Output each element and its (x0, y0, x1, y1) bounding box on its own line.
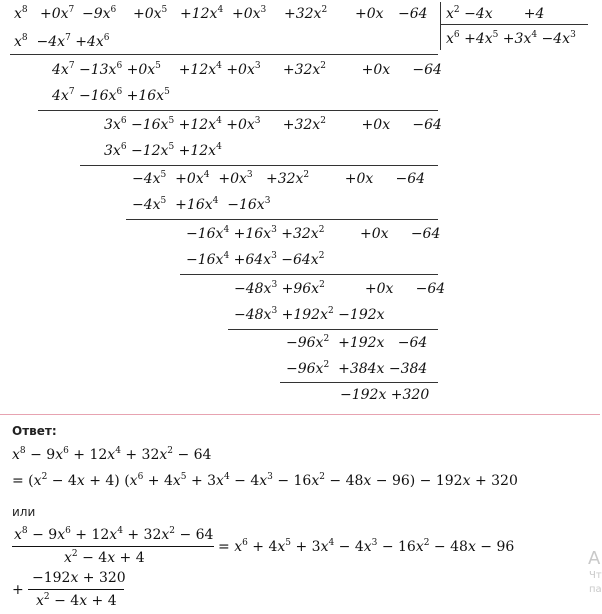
dividend-term: $+0x^7$ (40, 5, 75, 22)
remainder-row: $4x^7 -13x^6 +0x^5$ $+12x^4 +0x^3$ $+32x^2$ +0x −64 (52, 61, 442, 78)
subtrahend-row: $x^8 -4x^7 +4x^6$ (14, 33, 110, 50)
answer-line-1: $x^8 - 9x^6 + 12x^4 + 32x^2 - 64$ (12, 446, 212, 463)
watermark-text: па (589, 584, 602, 595)
subtrahend-row: $-48x^3 +192x^2 -192x$ (234, 306, 385, 323)
subtrahend-row: $-4x^5 +16x^4 -16x^3$ (132, 196, 271, 213)
watermark-letter: A (588, 548, 601, 569)
division-line (228, 329, 438, 330)
quotient: $x^6 +4x^5 +3x^4 -4x^3$ (446, 30, 576, 47)
fraction-2-numerator: −192x + 320 (32, 570, 126, 586)
divisor-bar (440, 2, 441, 50)
dividend-term: $x^8$ (14, 5, 28, 22)
division-line (180, 274, 438, 275)
final-remainder: −192x +320 (340, 387, 430, 403)
answer-label: Ответ: (12, 424, 57, 438)
dividend-term: $+32x^2$ (284, 5, 328, 22)
dividend-term: $-9x^6$ (82, 5, 117, 22)
division-line (10, 54, 438, 55)
subtrahend-row: $-96x^2 +384x -384$ (286, 360, 428, 377)
answer-line-2: = $(x^2 - 4x + 4) (x^6 + 4x^5 + 3x^4 - 4x^3 - 16x^2 - 48x - 96) - 192x + 320$ (12, 472, 518, 489)
dividend-term: $+0x^5$ (133, 5, 168, 22)
section-separator (0, 414, 600, 415)
subtrahend-row: $-16x^4 +64x^3 -64x^2$ (186, 251, 325, 268)
fraction-1-denominator: $x^2 - 4x + 4$ (64, 549, 145, 566)
fraction-1-bar (12, 546, 214, 547)
subtrahend-row: $3x^6 -12x^5 +12x^4$ (104, 142, 222, 159)
fraction-2-bar (28, 589, 124, 590)
division-line (80, 165, 438, 166)
quotient-line (440, 24, 588, 25)
watermark-text: Чт (589, 570, 602, 581)
subtrahend-row: $4x^7 -16x^6 +16x^5$ (52, 87, 170, 104)
dividend-term: $+0x^3$ (232, 5, 267, 22)
dividend-term: −64 (398, 6, 428, 22)
division-line (280, 382, 438, 383)
dividend-term: $+12x^4$ (180, 5, 224, 22)
remainder-row: $-96x^2 +192x -64$ (286, 334, 428, 351)
plus-sign: + (12, 582, 24, 598)
remainder-row: $3x^6 -16x^5 +12x^4 +0x^3$ $+32x^2$ +0x −64 (104, 116, 442, 133)
division-line (38, 110, 438, 111)
remainder-row: $-16x^4 +16x^3 +32x^2$ +0x −64 (186, 225, 441, 242)
dividend-term: +0x (355, 6, 384, 22)
remainder-row: $-4x^5 +0x^4 +0x^3 +32x^2$ +0x −64 (132, 170, 426, 187)
fraction-1-numerator: $x^8 - 9x^6 + 12x^4 + 32x^2 - 64$ (14, 526, 214, 543)
or-label: или (12, 505, 36, 519)
divisor: $x^2 -4x$ +4 (446, 5, 545, 22)
fraction-1-rhs: = $x^6 + 4x^5 + 3x^4 - 4x^3 - 16x^2 - 48x - 96$ (218, 538, 515, 555)
fraction-2-denominator: $x^2 - 4x + 4$ (36, 592, 117, 609)
remainder-row: $-48x^3 +96x^2$ +0x −64 (234, 280, 446, 297)
division-line (126, 219, 438, 220)
